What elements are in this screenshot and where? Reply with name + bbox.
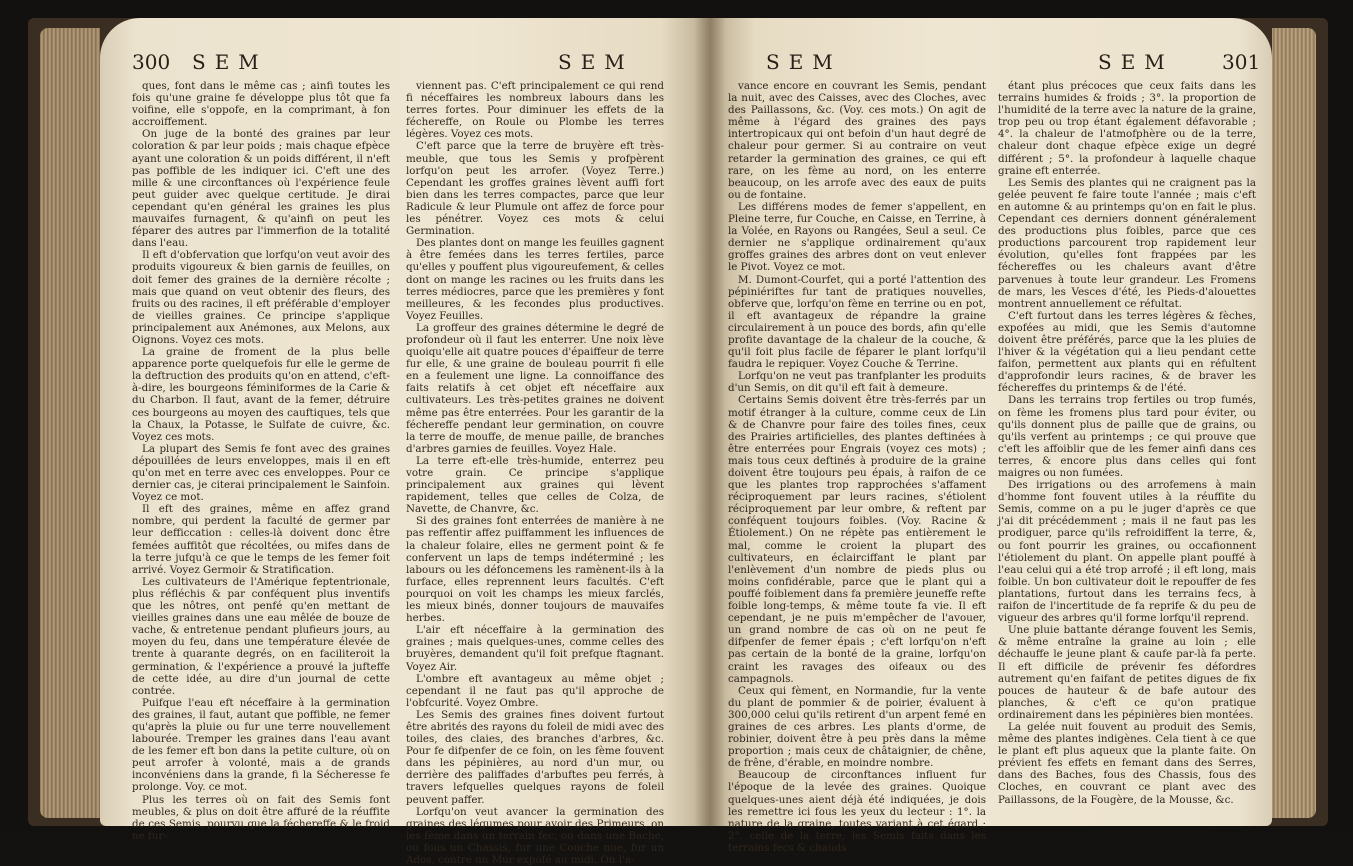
- right-page: [710, 18, 1272, 854]
- left-page-number: 300: [132, 50, 171, 74]
- paragraph: L'air eft néceffaire à la germination des graines ; mais quelques-unes, comme celles des bruyères, demandent qu'il foit prefque ftagnant. Voyez Air.: [406, 624, 664, 673]
- left-page-edges: [40, 28, 100, 818]
- left-running-head: SEM: [192, 50, 268, 74]
- paragraph: Si des graines font enterrées de manière à ne pas reffentir affez puiffamment les influences de la chaleur folaire, elles ne germent point & fe confervent un laps de temps indéterminé ; les labours ou les défoncemens les ramènent-ils à la furface, elles reprennent leurs facultés. C'eft pourquoi on voit les champs les mieux farclés, les mieux binés, donner toujours de mauvaifes herbes.: [406, 515, 664, 625]
- right-page-number: 301: [1222, 50, 1261, 74]
- paragraph: vance encore en couvrant les Semis, pendant la nuit, avec des Caisses, avec des Cloches, avec des Paillassons, &c. (Voy. ces mots.) On agit de même à l'égard des graines des pays intertropicaux qui ont befoin d'un haut degré de chaleur pour germer. Si au contraire on veut retarder la germination des graines, ce qui eft rare, on les fème au nord, on les enterre beaucoup, on les arrofe avec des eaux de puits ou de fontaine.: [728, 80, 986, 201]
- right-running-head: SEM: [1098, 50, 1174, 74]
- paragraph: La plupart des Semis fe font avec des graines dépouillées de leurs enveloppes, mais il en eft qu'on met en terre avec ces enveloppes. Pour ce dernier cas, je citerai principalement le Sainfoin. Voyez ce mot.: [132, 442, 390, 504]
- paragraph: ques, font dans le même cas ; ainfi toutes les fois qu'une graine fe développe plus tôt que fa voifine, elle s'oppofe, en la comprimant, à fon accroiffement.: [132, 80, 390, 129]
- right-page-column-1: [728, 80, 986, 854]
- left-page: [100, 18, 710, 866]
- paragraph: L'ombre eft avantageux au même objet ; cependant il ne faut pas qu'il approche de l'obfcurité. Voyez Ombre.: [406, 672, 664, 709]
- paragraph: Il eft d'obfervation que lorfqu'on veut avoir des produits vigoureux & bien garnis de feuilles, on doit femer des graines de la dernière récolte ; mais que quand on veut obtenir des fleurs, des fruits ou des racines, il eft préférable d'employer de vieilles graines. Ce principe s'applique principalement aux Anémones, aux Melons, aux Oignons. Voyez ces mots.: [132, 249, 390, 346]
- paragraph: On juge de la bonté des graines par leur coloration & par leur poids ; mais chaque efpèce ayant une coloration & un poids différent, il n'eft pas poffible de les indiquer ici. C'eft une des mille & une circonftances où l'expérience feule peut guider avec quelque certitude. Je dirai cependant qu'en général les graines les plus mauvaifes furnagent, & qu'ainfi on peut les féparer des autres par l'immerfion de la totalité dans l'eau.: [132, 128, 390, 250]
- paragraph: La groffeur des graines détermine le degré de profondeur où il faut les enterrer. Une noix lève quoiqu'elle ait quatre pouces d'épaiffeur de terre fur elle, & une graine de bouleau pourrit fi elle en a feulement une ligne. La connoiffance des faits relatifs à cet objet eft néceffaire aux cultivateurs. Les très-petites graines ne doivent même pas être enterrées. Pour les garantir de la féchereffe pendant leur germination, on couvre la terre de mouffe, de menue paille, de branches d'arbres garnies de feuilles. Voyez Hale.: [406, 321, 664, 455]
- paragraph: Une pluie battante dérange fouvent les Semis, & même entraîne la graine au loin ; elle déchauffe le jeune plant & caufe par-là fa perte. Il eft difficile de prévenir fes défordres autrement qu'en faifant de petites digues de fix pouces de hauteur & de bafe autour des planches, & c'eft ce qu'on pratique ordinairement dans les pépinières bien montées.: [998, 624, 1256, 721]
- left-column-head: SEM: [558, 50, 634, 74]
- paragraph: Les cultivateurs de l'Amérique feptentrionale, plus réfléchis & par conféquent plus inventifs que les nôtres, ont penfé qu'en mettant de vieilles graines dans une eau mêlée de bouze de vache, & entretenue pendant plufieurs jours, au moyen du feu, dans une température élevée de trente à quarante degrés, on en faciliteroit la germination, & l'expérience a prouvé la jufteffe de cette idée, au dire d'un journal de cette contrée.: [132, 575, 390, 697]
- paragraph: Beaucoup de circonftances influent fur l'époque de la levée des graines. Quoique quelques-unes aient déjà été indiquées, je dois les remettre ici fous les yeux du lecteur : 1°. la nature de la graine, toutes variant à cet égard ; 2°. celle de la terre, les Semis faits dans les terrains fecs & chauds: [728, 769, 986, 854]
- paragraph: La terre eft-elle très-humide, enterrez peu votre grain. Ce principe s'applique principalement aux graines qui lèvent rapidement, telles que celles de Colza, de Navette, de Chanvre, &c.: [406, 454, 664, 516]
- paragraph: Il eft des graines, même en affez grand nombre, qui perdent la faculté de germer par leur defficcation : celles-là doivent donc être femées auffitôt que récoltées, ou mifes dans de la terre jufqu'à ce que le temps de les femer foit arrivé. Voyez Germoir & Stratification.: [132, 503, 390, 576]
- right-page-column-2: [998, 80, 1256, 806]
- paragraph: viennent pas. C'eft principalement ce qui rend fi néceffaires les nombreux labours dans les terres fortes. Pour diminuer les effets de la féchereffe, on Roule ou Plombe les terres légères. Voyez ces mots.: [406, 80, 664, 141]
- paragraph: Des irrigations ou des arrofemens à main d'homme font fouvent utiles à la réuffite du Semis, comme on a pu le juger d'après ce que j'ai dit précédemment ; mais il ne faut pas les prodiguer, parce qu'ils refroidiffent la terre, &, ou font pourrir les graines, ou occafionnent l'étiolement du plant. On appelle plant pouffé à l'eau celui qui a été trop arrofé ; il eft long, mais foible. Un bon cultivateur doit le repouffer de fes plantations, furtout dans les terrains fecs, à raifon de l'incertitude de fa reprife & du peu de vigueur des arbres qu'il forme lorfqu'il reprend.: [998, 479, 1256, 625]
- paragraph: Puifque l'eau eft néceffaire à la germination des graines, il faut, autant que poffible, ne femer qu'après la pluie ou fur une terre nouvellement labourée. Tremper les graines dans l'eau avant de les femer eft bon dans la petite culture, où on peut arrofer à volonté, mais a de grands inconvéniens dans la grande, fi la Sécheresse fe prolonge. Voy. ce mot.: [132, 696, 390, 794]
- paragraph: Lorfqu'on veut avancer la germination des graines des légumes pour avoir des Primeurs, on les fème dans un terrain fec, ou dans une Bache, ou fous un Chassis, fur une Couche nue, fur un Ados, contre un Mur expofé au midi. On l'a-: [406, 805, 664, 866]
- paragraph: Les Semis des graines fines doivent furtout être abrités des rayons du foleil de midi avec des toiles, des claies, des branches d'arbres, &c. Pour fe difpenfer de ce foin, on les fème fouvent dans les pépinières, au nord d'un mur, ou derrière des paliffades d'arbuftes peu ferrés, à travers lefquelles quelques rayons de foleil peuvent paffer.: [406, 708, 664, 806]
- paragraph: La gelée nuit fouvent au produit des Semis, même des plantes indigènes. Cela tient à ce que le plant eft plus aqueux que la plante faite. On prévient fes effets en femant dans des Serres, dans des Baches, fous des Chassis, fous des Cloches, en couvrant ce plant avec des Paillassons, de la Fougère, de la Mousse, &c.: [998, 720, 1256, 806]
- paragraph: Les différens modes de femer s'appellent, en Pleine terre, fur Couche, en Caisse, en Terrine, à la Volée, en Rayons ou Rangées, Seul a seul. Ce dernier ne s'applique ordinairement qu'aux groffes graines des arbres dont on veut enlever le Pivot. Voyez ce mot.: [728, 200, 986, 274]
- paragraph: Ceux qui fèment, en Normandie, fur la vente du plant de pommier & de poirier, évaluent à 300,000 celui qu'ils retirent d'un arpent femé en graines de ces arbres. Les plants d'orme, de robinier, doivent être à peu près dans la même proportion ; mais ceux de châtaignier, de chêne, de frêne, d'érable, en moindre nombre.: [728, 684, 986, 770]
- book-gutter-shadow: [694, 18, 726, 826]
- paragraph: M. Dumont-Courfet, qui a porté l'attention des pépiniériftes fur tant de pratiques nouvelles, obferve que, lorfqu'on fème en terrine ou en pot, il eft avantageux de répandre la graine circulairement à un pouce des bords, afin qu'elle profite davantage de la chaleur de la couche, & qu'il foit plus facile de féparer le plant lorfqu'il faudra le repiquer. Voyez Couche & Terrine.: [728, 273, 986, 371]
- paragraph: Les Semis des plantes qui ne craignent pas la gelée peuvent fe faire toute l'année ; mais c'eft en automne & au printemps qu'on en fait le plus. Cependant ces derniers donnent généralement des productions plus foibles, parce que ces productions parcourent trop rapidement leur évolution, qu'elles font frappées par les féchereffes ou les chaleurs avant d'être parvenues à toute leur grandeur. Les Fromens de mars, les Vesces d'été, les Pieds-d'alouettes montrent annuellement ce réfultat.: [998, 176, 1256, 310]
- paragraph: Plus les terres où on fait des Semis font meubles, & plus on doit être affuré de la réuffite de ces Semis, pourvu que la féchereffe & le froid ne fur-: [132, 793, 390, 842]
- paragraph: étant plus précoces que ceux faits dans les terrains humides & froids ; 3°. la proportion de l'humidité de la terre avec la nature de la graine, trop peu ou trop étant également défavorable ; 4°. la chaleur de l'atmofphère ou de la terre, chaleur dont chaque efpèce exige un degré différent ; 5°. la profondeur à laquelle chaque graine eft enterrée.: [998, 80, 1256, 177]
- paragraph: C'eft furtout dans les terres légères & fèches, expofées au midi, que les Semis d'automne doivent être préférés, parce que la les pluies de l'hiver & la végétation qui a lieu pendant cette faifon, permettent aux plants qui en réfultent d'approfondir leurs racines, & de braver les féchereffes du printemps & de l'été.: [998, 309, 1256, 395]
- left-page-column-2: [406, 80, 664, 866]
- book: [28, 18, 1328, 866]
- paragraph: C'eft parce que la terre de bruyère eft très-meuble, que tous les Semis y profpèrent lorfqu'on peut les arrofer. (Voyez Terre.) Cependant les groffes graines lèvent auffi fort bien dans les terres compactes, parce que leur Radicule & leur Plumule ont affez de force pour les pénétrer. Voyez ces mots & celui Germination.: [406, 140, 664, 238]
- left-page-column-1: [132, 80, 390, 842]
- paragraph: Dans les terrains trop fertiles ou trop fumés, on fème les fromens plus tard pour éviter, ou qu'ils donnent plus de paille que de grains, ou qu'ils verfent au printemps ; ce qui prouve que c'eft les affoiblir que de les femer ainfi dans ces terres, & encore plus dans celles qui font maigres ou non fumées.: [998, 394, 1256, 479]
- paragraph: Certains Semis doivent être très-ferrés par un motif étranger à la culture, comme ceux de Lin & de Chanvre pour faire des toiles fines, ceux des Prairies artificielles, des plantes deftinées à être enterrées pour Engrais (voyez ces mots) ; mais tous ceux deftinés à produire de la graine doivent être toujours peu épais, à raifon de ce que les plantes trop rapprochées s'affament réciproquement par leurs racines, s'étiolent réciproquement par leur ombre, & reftent par conféquent toujours foibles. (Voy. Racine & Étiolement.) On ne répète pas entièrement le mal, comme le croient la plupart des cultivateurs, en éclairciffant le plant par l'enlèvement d'un nombre de pieds plus ou moins confidérable, parce que le plant qui a pouffé foiblement dans fa première jeuneffe refte foible long-temps, & même toute fa vie. Il eft cependant, je ne puis m'empêcher de l'avouer, un grand nombre de cas où on ne peut fe difpenfer de femer épais ; c'eft lorfqu'on n'eft pas certain de la bonté de la graine, lorfqu'on craint les ravages des oifeaux ou des campagnols.: [728, 394, 986, 685]
- paragraph: Des plantes dont on mange les feuilles gagnent à être femées dans les terres fertiles, parce qu'elles y pouffent plus vigoureufement, & celles dont on mange les racines ou les fruits dans les terres médiocres, parce que les premières y font meilleures, & les fecondes plus productives. Voyez Feuilles.: [406, 237, 664, 322]
- right-column-head: SEM: [766, 50, 842, 74]
- paragraph: Lorfqu'on ne veut pas tranfplanter les produits d'un Semis, on dit qu'il eft fait à demeure.: [728, 370, 986, 395]
- paragraph: La graine de froment de la plus belle apparence porte quelquefois fur elle le germe de la deftruction des produits qu'on en attend, c'eft-à-dire, les bourgeons féminiformes de la Carie & du Charbon. Il faut, avant de la femer, détruire ces bourgeons au moyen des cauftiques, tels que la Chaux, la Potasse, le Sulfate de cuivre, &c. Voyez ces mots.: [132, 346, 390, 443]
- right-page-edges: [1272, 28, 1316, 818]
